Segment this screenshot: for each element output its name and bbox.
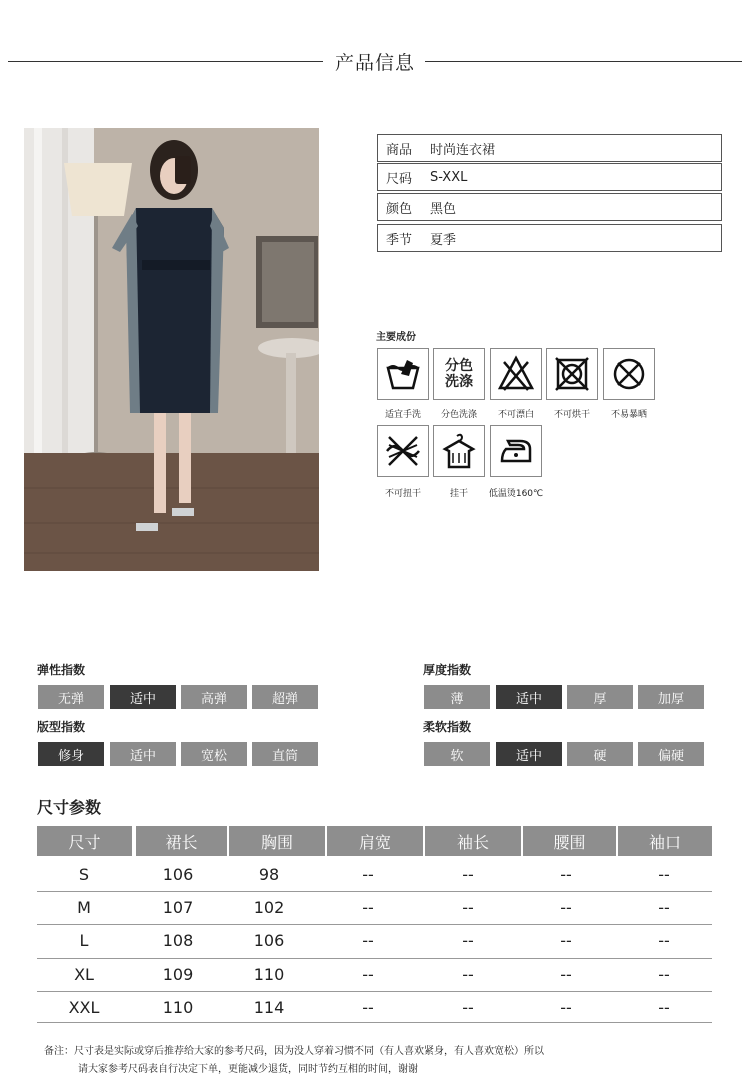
thickness-option: 薄 [424,685,490,709]
thickness-option: 厚 [567,685,633,709]
info-value: 时尚连衣裙 [430,142,496,158]
size-cell: -- [462,865,474,884]
size-header-cell: 腰围 [523,826,616,856]
size-cell: -- [560,965,572,984]
size-note-line: 备注：尺寸表是实际或穿后推荐给大家的参考尺码，因为没人穿着习惯不同（有人喜欢紧身，有人喜欢宽松）所以 [44,1046,544,1057]
thickness-option-selected: 适中 [496,685,562,709]
size-cell: -- [560,931,572,950]
fit-option: 宽松 [181,742,247,766]
size-cell: 102 [253,898,285,917]
elasticity-option: 无弹 [38,685,104,709]
size-cell: 109 [162,965,194,984]
size-cell: -- [658,998,670,1017]
size-cell: 106 [253,931,285,950]
care-label: 低温烫160℃ [488,489,544,499]
size-cell: S [78,865,90,884]
care-label: 分色洗涤 [440,410,477,420]
size-cell: -- [462,998,474,1017]
info-value: 夏季 [430,232,457,248]
size-cell: 110 [253,965,285,984]
care-label: 不可漂白 [497,410,534,420]
info-row-season [377,224,722,252]
size-cell: 107 [162,898,194,917]
softness-option: 硬 [567,742,633,766]
size-header-cell: 胸围 [229,826,325,856]
no-wring-icon [377,425,429,477]
size-cell: -- [362,998,374,1017]
size-cell: 114 [253,998,285,1017]
care-label: 不可烘干 [553,410,590,420]
size-cell: 106 [162,865,194,884]
size-header-cell: 肩宽 [327,826,423,856]
elasticity-option: 超弹 [252,685,318,709]
header-rule-right [425,61,742,62]
info-value: 黑色 [430,201,457,217]
thickness-index-title: 厚度指数 [423,663,472,677]
no-sun-dry-icon [603,348,655,400]
softness-option: 偏硬 [638,742,704,766]
fit-index-title: 版型指数 [37,720,86,734]
size-cell: -- [462,898,474,917]
size-cell: M [77,898,91,917]
size-cell: -- [658,931,670,950]
size-cell: XXL [68,998,100,1017]
care-label: 不可扭干 [384,489,421,499]
hang-dry-icon [433,425,485,477]
fit-option: 直筒 [252,742,318,766]
info-row-size [377,163,722,191]
info-key: 季节 [386,232,413,248]
fit-option-selected: 修身 [38,742,104,766]
product-photo [24,128,319,571]
fit-option: 适中 [110,742,176,766]
care-label: 挂干 [449,489,468,499]
size-cell: L [79,931,89,950]
size-cell: -- [462,965,474,984]
size-header-cell: 尺寸 [37,826,132,856]
size-cell: -- [560,865,572,884]
size-cell: 98 [258,865,280,884]
hand-wash-icon [377,348,429,400]
size-cell: -- [362,865,374,884]
size-cell: XL [74,965,94,984]
separate-wash-icon [433,348,485,400]
care-label: 适宜手洗 [384,410,421,420]
size-cell: -- [560,898,572,917]
size-cell: -- [658,898,670,917]
size-cell: 108 [162,931,194,950]
no-bleach-icon [490,348,542,400]
care-heading: 主要成份 [376,332,416,343]
thickness-option: 加厚 [638,685,704,709]
info-value: S-XXL [430,169,468,185]
size-header-cell: 袖口 [618,826,712,856]
elasticity-option: 高弹 [181,685,247,709]
softness-index-title: 柔软指数 [423,720,472,734]
size-cell: -- [362,898,374,917]
size-header-cell: 裙长 [136,826,227,856]
info-row-product [377,134,722,162]
size-table-title: 尺寸参数 [37,798,102,817]
size-header-cell: 袖长 [425,826,521,856]
info-key: 颜色 [386,201,413,217]
low-iron-icon [490,425,542,477]
elasticity-option-selected: 适中 [110,685,176,709]
size-cell: 110 [162,998,194,1017]
no-tumble-dry-icon [546,348,598,400]
softness-option: 软 [424,742,490,766]
size-cell: -- [560,998,572,1017]
elasticity-index-title: 弹性指数 [37,663,86,677]
size-cell: -- [362,965,374,984]
care-label: 不易暴晒 [610,410,647,420]
softness-option-selected: 适中 [496,742,562,766]
separate-wash-text: 洗涤 [445,374,473,390]
size-cell: -- [658,965,670,984]
info-key: 尺码 [386,171,413,187]
info-key: 商品 [386,142,413,158]
size-row-divider [37,1022,712,1023]
size-cell: -- [462,931,474,950]
size-cell: -- [362,931,374,950]
info-row-color [377,193,722,221]
separate-wash-text: 分色 [445,358,473,374]
size-note-line: 请大家参考尺码表自行决定下单，更能减少退货，同时节约互相的时间，谢谢 [78,1064,418,1075]
page-title: 产品信息 [334,52,415,74]
size-cell: -- [658,865,670,884]
